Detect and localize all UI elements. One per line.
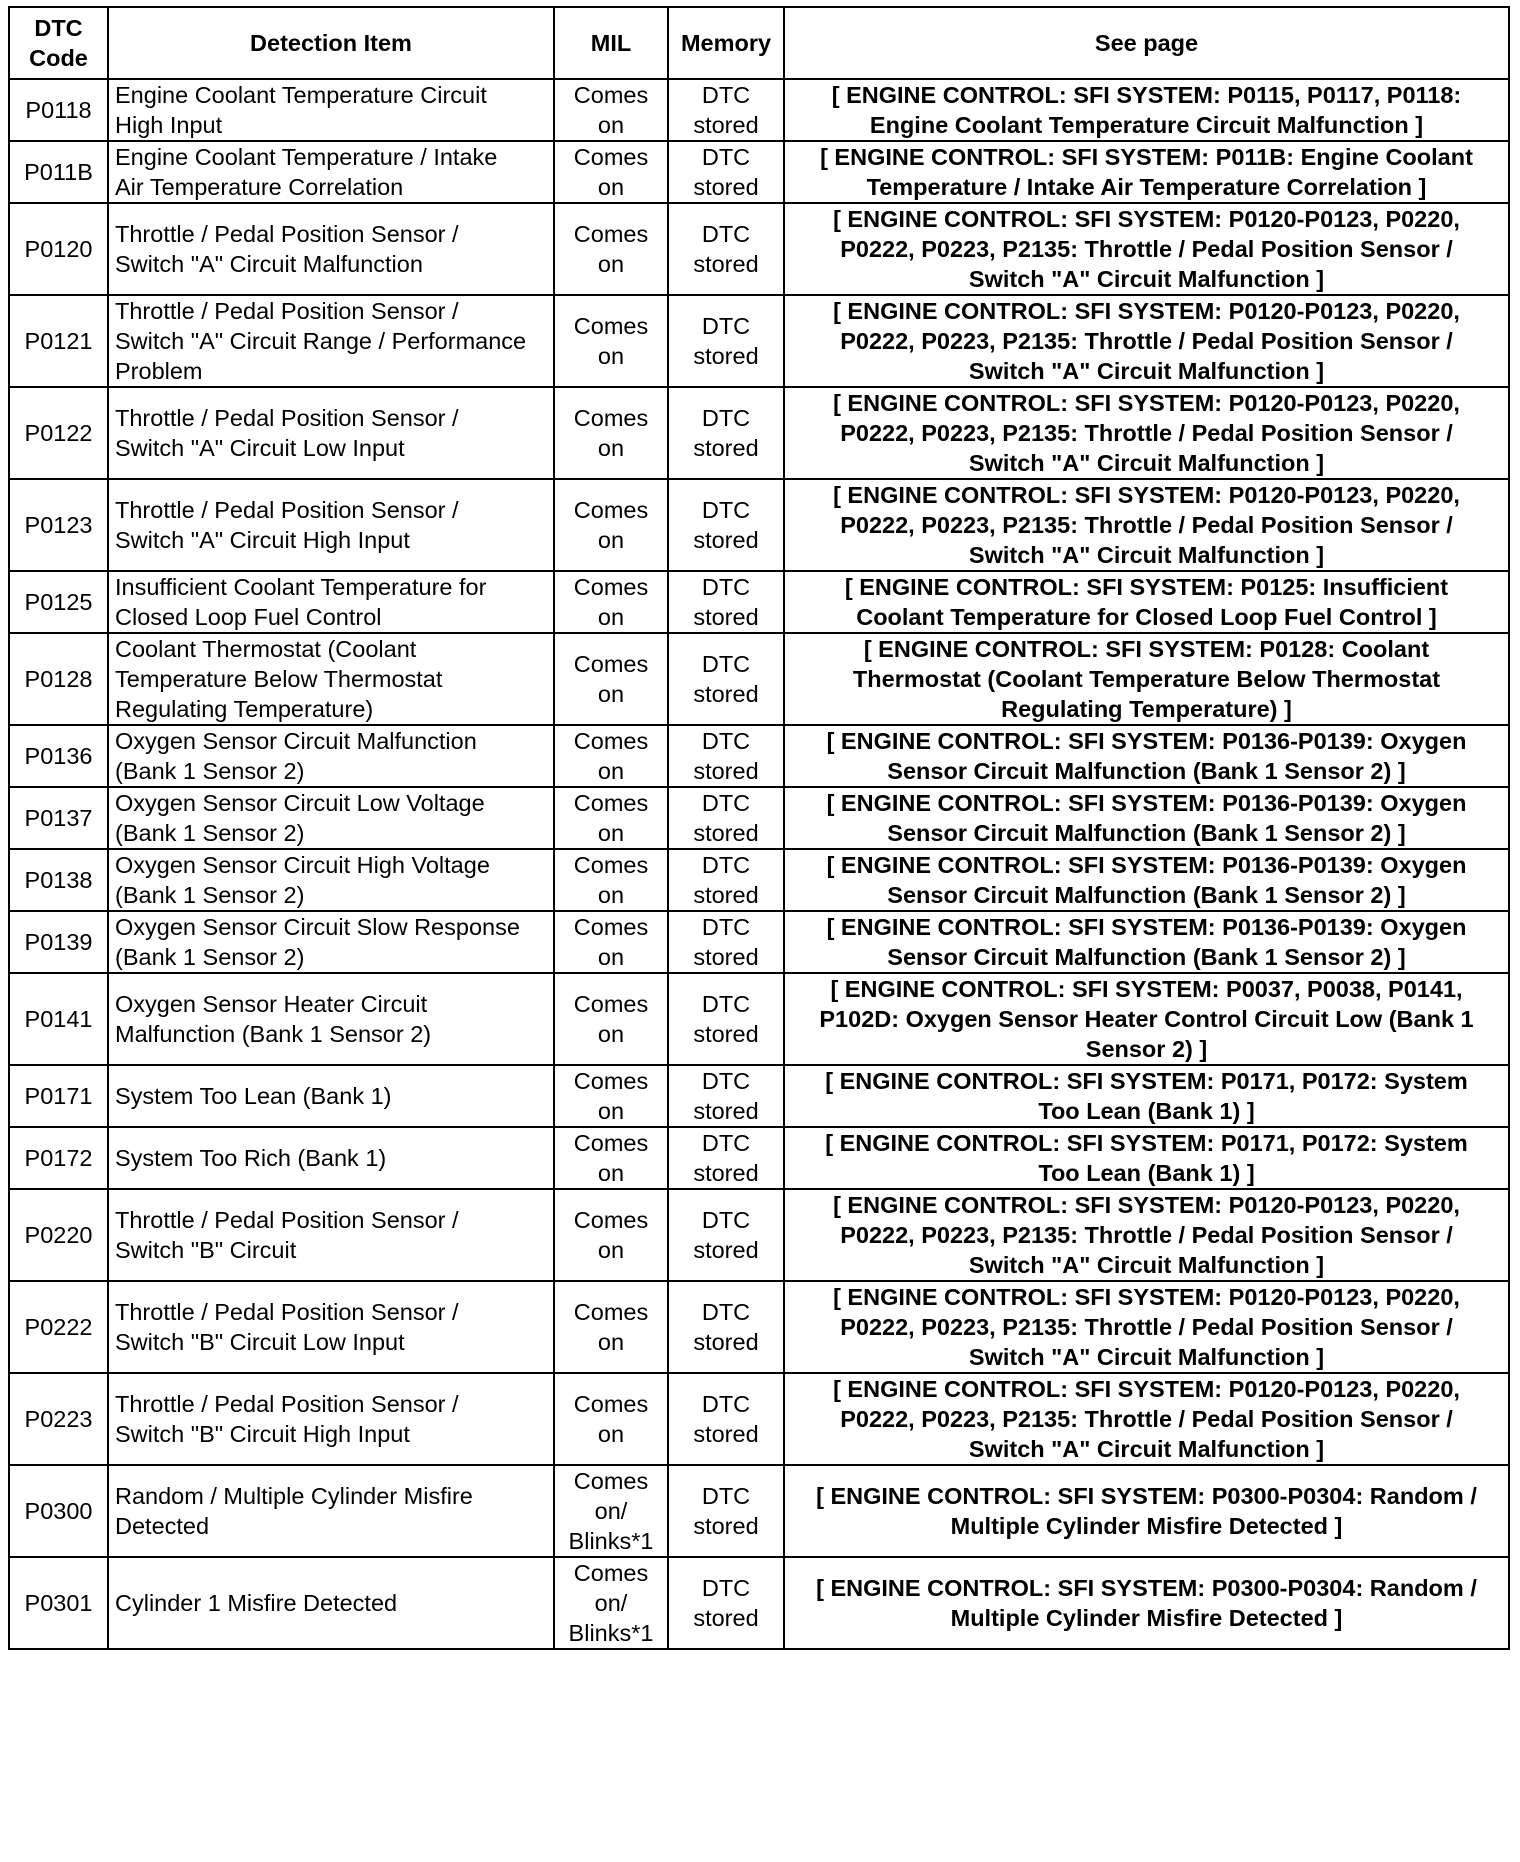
memory-cell-text: DTC stored bbox=[693, 1391, 759, 1447]
memory-cell-text: DTC stored bbox=[693, 1068, 759, 1124]
detection-item-cell-text: Throttle / Pedal Position Sensor / Switch "A" Circuit Malfunction bbox=[115, 221, 459, 277]
detection-item-cell-text: Cylinder 1 Misfire Detected bbox=[115, 1590, 398, 1616]
detection-item-cell bbox=[108, 725, 554, 787]
mil-cell bbox=[554, 1465, 668, 1557]
dtc-code-cell-text: P0220 bbox=[24, 1222, 93, 1248]
table-row bbox=[9, 1127, 1509, 1189]
see-page-cell-text: [ ENGINE CONTROL: SFI SYSTEM: P0120-P0123, P0220, P0222, P0223, P2135: Throttle / Pedal Position Sensor / Switch "A" Circuit Malfunction ] bbox=[833, 1376, 1460, 1462]
see-page-cell bbox=[784, 387, 1509, 479]
mil-cell-text: Comes on bbox=[573, 914, 649, 970]
see-page-cell bbox=[784, 1127, 1509, 1189]
table-row bbox=[9, 1557, 1509, 1649]
dtc-code-cell-text: P0128 bbox=[24, 666, 93, 692]
detection-item-cell bbox=[108, 479, 554, 571]
header-mil: MIL bbox=[554, 7, 668, 79]
dtc-code-cell bbox=[9, 849, 108, 911]
detection-item-cell-text: Throttle / Pedal Position Sensor / Switch "B" Circuit Low Input bbox=[115, 1299, 459, 1355]
memory-cell bbox=[668, 1281, 784, 1373]
detection-item-cell bbox=[108, 1557, 554, 1649]
mil-cell bbox=[554, 1065, 668, 1127]
memory-cell bbox=[668, 849, 784, 911]
see-page-cell bbox=[784, 1557, 1509, 1649]
table-row bbox=[9, 1281, 1509, 1373]
dtc-code-cell-text: P0223 bbox=[24, 1406, 93, 1432]
detection-item-cell-text: Oxygen Sensor Circuit Slow Response (Bank 1 Sensor 2) bbox=[115, 914, 520, 970]
see-page-cell bbox=[784, 633, 1509, 725]
dtc-code-cell-text: P0123 bbox=[24, 512, 93, 538]
dtc-code-cell-text: P0125 bbox=[24, 589, 93, 615]
dtc-code-cell bbox=[9, 633, 108, 725]
table-row bbox=[9, 1465, 1509, 1557]
see-page-cell-text: [ ENGINE CONTROL: SFI SYSTEM: P0171, P0172: System Too Lean (Bank 1) ] bbox=[825, 1068, 1468, 1124]
table-row bbox=[9, 387, 1509, 479]
memory-cell bbox=[668, 911, 784, 973]
memory-cell-text: DTC stored bbox=[693, 1299, 759, 1355]
mil-cell-text: Comes on bbox=[573, 991, 649, 1047]
detection-item-cell-text: Throttle / Pedal Position Sensor / Switch "B" Circuit High Input bbox=[115, 1391, 459, 1447]
dtc-code-cell bbox=[9, 479, 108, 571]
mil-cell bbox=[554, 725, 668, 787]
see-page-cell-text: [ ENGINE CONTROL: SFI SYSTEM: P0300-P0304: Random / Multiple Cylinder Misfire Detected ] bbox=[816, 1575, 1477, 1631]
see-page-cell-text: [ ENGINE CONTROL: SFI SYSTEM: P0136-P0139: Oxygen Sensor Circuit Malfunction (Bank 1 Sensor 2) ] bbox=[826, 852, 1467, 908]
see-page-cell-text: [ ENGINE CONTROL: SFI SYSTEM: P0136-P0139: Oxygen Sensor Circuit Malfunction (Bank 1 Sensor 2) ] bbox=[826, 790, 1467, 846]
mil-cell-text: Comes on bbox=[573, 728, 649, 784]
dtc-code-cell-text: P0139 bbox=[24, 929, 93, 955]
detection-item-cell bbox=[108, 1373, 554, 1465]
see-page-cell bbox=[784, 479, 1509, 571]
dtc-code-cell-text: P0136 bbox=[24, 743, 93, 769]
mil-cell bbox=[554, 787, 668, 849]
table-row bbox=[9, 141, 1509, 203]
memory-cell-text: DTC stored bbox=[693, 574, 759, 630]
detection-item-cell-text: Throttle / Pedal Position Sensor / Switch "B" Circuit bbox=[115, 1207, 459, 1263]
table-row bbox=[9, 1189, 1509, 1281]
detection-item-cell bbox=[108, 1127, 554, 1189]
see-page-cell bbox=[784, 1281, 1509, 1373]
memory-cell-text: DTC stored bbox=[693, 914, 759, 970]
table-row bbox=[9, 479, 1509, 571]
dtc-code-cell bbox=[9, 1065, 108, 1127]
mil-cell bbox=[554, 479, 668, 571]
detection-item-cell-text: Insufficient Coolant Temperature for Closed Loop Fuel Control bbox=[115, 574, 487, 630]
dtc-code-cell-text: P0300 bbox=[24, 1498, 93, 1524]
detection-item-cell-text: Oxygen Sensor Circuit High Voltage (Bank 1 Sensor 2) bbox=[115, 852, 490, 908]
dtc-code-cell-text: P0138 bbox=[24, 867, 93, 893]
see-page-cell bbox=[784, 203, 1509, 295]
see-page-cell-text: [ ENGINE CONTROL: SFI SYSTEM: P0120-P0123, P0220, P0222, P0223, P2135: Throttle / Pedal Position Sensor / Switch "A" Circuit Malfunction ] bbox=[833, 482, 1460, 568]
mil-cell-text: Comes on bbox=[573, 82, 649, 138]
dtc-code-cell bbox=[9, 571, 108, 633]
memory-cell-text: DTC stored bbox=[693, 1130, 759, 1186]
see-page-cell-text: [ ENGINE CONTROL: SFI SYSTEM: P0128: Coolant Thermostat (Coolant Temperature Below Thermostat Regulating Temperature) ] bbox=[852, 636, 1441, 722]
detection-item-cell-text: Engine Coolant Temperature / Intake Air Temperature Correlation bbox=[115, 144, 498, 200]
mil-cell-text: Comes on bbox=[573, 1130, 649, 1186]
dtc-code-cell bbox=[9, 1557, 108, 1649]
detection-item-cell bbox=[108, 1065, 554, 1127]
mil-cell-text: Comes on bbox=[573, 144, 649, 200]
memory-cell-text: DTC stored bbox=[693, 790, 759, 846]
mil-cell-text: Comes on bbox=[573, 497, 649, 553]
see-page-cell bbox=[784, 79, 1509, 141]
dtc-code-cell bbox=[9, 973, 108, 1065]
memory-cell-text: DTC stored bbox=[693, 497, 759, 553]
detection-item-cell bbox=[108, 1189, 554, 1281]
mil-cell bbox=[554, 849, 668, 911]
memory-cell-text: DTC stored bbox=[693, 82, 759, 138]
mil-cell-text: Comes on bbox=[573, 574, 649, 630]
see-page-cell-text: [ ENGINE CONTROL: SFI SYSTEM: P0171, P0172: System Too Lean (Bank 1) ] bbox=[825, 1130, 1468, 1186]
dtc-code-cell bbox=[9, 203, 108, 295]
table-row bbox=[9, 295, 1509, 387]
detection-item-cell-text: Coolant Thermostat (Coolant Temperature Below Thermostat Regulating Temperature) bbox=[115, 636, 443, 722]
mil-cell-text: Comes on bbox=[573, 313, 649, 369]
mil-cell bbox=[554, 141, 668, 203]
detection-item-cell bbox=[108, 141, 554, 203]
detection-item-cell-text: Random / Multiple Cylinder Misfire Detected bbox=[115, 1483, 473, 1539]
mil-cell bbox=[554, 1127, 668, 1189]
detection-item-cell bbox=[108, 1281, 554, 1373]
detection-item-cell-text: Oxygen Sensor Heater Circuit Malfunction (Bank 1 Sensor 2) bbox=[115, 991, 432, 1047]
see-page-cell bbox=[784, 141, 1509, 203]
see-page-cell-text: [ ENGINE CONTROL: SFI SYSTEM: P011B: Engine Coolant Temperature / Intake Air Temperature Correlation ] bbox=[820, 144, 1473, 200]
dtc-code-cell-text: P0120 bbox=[24, 236, 93, 262]
see-page-cell-text: [ ENGINE CONTROL: SFI SYSTEM: P0120-P0123, P0220, P0222, P0223, P2135: Throttle / Pedal Position Sensor / Switch "A" Circuit Malfunction ] bbox=[833, 298, 1460, 384]
dtc-code-cell bbox=[9, 787, 108, 849]
dtc-code-cell-text: P0137 bbox=[24, 805, 93, 831]
memory-cell bbox=[668, 1465, 784, 1557]
table-row bbox=[9, 633, 1509, 725]
mil-cell-text: Comes on bbox=[573, 790, 649, 846]
table-row bbox=[9, 203, 1509, 295]
table-row bbox=[9, 1065, 1509, 1127]
dtc-table bbox=[8, 6, 1510, 1650]
header-dtc-code: DTC Code bbox=[9, 7, 108, 79]
mil-cell bbox=[554, 387, 668, 479]
see-page-cell-text: [ ENGINE CONTROL: SFI SYSTEM: P0136-P0139: Oxygen Sensor Circuit Malfunction (Bank 1 Sensor 2) ] bbox=[826, 728, 1467, 784]
see-page-cell-text: [ ENGINE CONTROL: SFI SYSTEM: P0120-P0123, P0220, P0222, P0223, P2135: Throttle / Pedal Position Sensor / Switch "A" Circuit Malfunction ] bbox=[833, 1284, 1460, 1370]
memory-cell-text: DTC stored bbox=[693, 221, 759, 277]
see-page-cell-text: [ ENGINE CONTROL: SFI SYSTEM: P0125: Insufficient Coolant Temperature for Closed Loop Fuel Control ] bbox=[844, 574, 1449, 630]
header-memory: Memory bbox=[668, 7, 784, 79]
mil-cell bbox=[554, 295, 668, 387]
memory-cell bbox=[668, 1557, 784, 1649]
memory-cell bbox=[668, 1189, 784, 1281]
see-page-cell bbox=[784, 849, 1509, 911]
dtc-code-cell-text: P0122 bbox=[24, 420, 93, 446]
detection-item-cell bbox=[108, 849, 554, 911]
mil-cell-text: Comes on bbox=[573, 221, 649, 277]
detection-item-cell bbox=[108, 787, 554, 849]
see-page-cell bbox=[784, 295, 1509, 387]
mil-cell-text: Comes on bbox=[573, 651, 649, 707]
memory-cell-text: DTC stored bbox=[693, 1483, 759, 1539]
dtc-code-cell-text: P0121 bbox=[24, 328, 93, 354]
see-page-cell-text: [ ENGINE CONTROL: SFI SYSTEM: P0120-P0123, P0220, P0222, P0223, P2135: Throttle / Pedal Position Sensor / Switch "A" Circuit Malfunction ] bbox=[833, 1192, 1460, 1278]
see-page-cell bbox=[784, 1189, 1509, 1281]
dtc-code-cell bbox=[9, 1373, 108, 1465]
mil-cell bbox=[554, 633, 668, 725]
table-body bbox=[9, 79, 1509, 1649]
memory-cell bbox=[668, 203, 784, 295]
memory-cell-text: DTC stored bbox=[693, 852, 759, 908]
detection-item-cell bbox=[108, 79, 554, 141]
memory-cell-text: DTC stored bbox=[693, 651, 759, 707]
memory-cell bbox=[668, 787, 784, 849]
memory-cell-text: DTC stored bbox=[693, 405, 759, 461]
mil-cell bbox=[554, 571, 668, 633]
dtc-code-cell-text: P0171 bbox=[24, 1083, 93, 1109]
dtc-code-cell bbox=[9, 1127, 108, 1189]
detection-item-cell-text: Throttle / Pedal Position Sensor / Switch "A" Circuit Range / Performance Problem bbox=[115, 298, 527, 384]
table-row bbox=[9, 787, 1509, 849]
mil-cell-text: Comes on bbox=[573, 1391, 649, 1447]
see-page-cell-text: [ ENGINE CONTROL: SFI SYSTEM: P0300-P0304: Random / Multiple Cylinder Misfire Detected ] bbox=[816, 1483, 1477, 1539]
dtc-code-cell-text: P0172 bbox=[24, 1145, 93, 1171]
detection-item-cell-text: System Too Lean (Bank 1) bbox=[115, 1083, 392, 1109]
dtc-code-cell bbox=[9, 1281, 108, 1373]
detection-item-cell-text: Oxygen Sensor Circuit Malfunction (Bank 1 Sensor 2) bbox=[115, 728, 477, 784]
memory-cell bbox=[668, 633, 784, 725]
detection-item-cell bbox=[108, 571, 554, 633]
detection-item-cell-text: Engine Coolant Temperature Circuit High Input bbox=[115, 82, 487, 138]
memory-cell-text: DTC stored bbox=[693, 728, 759, 784]
table-header bbox=[9, 7, 1509, 79]
memory-cell bbox=[668, 973, 784, 1065]
detection-item-cell-text: System Too Rich (Bank 1) bbox=[115, 1145, 387, 1171]
mil-cell-text: Comes on bbox=[573, 1299, 649, 1355]
see-page-cell-text: [ ENGINE CONTROL: SFI SYSTEM: P0115, P0117, P0118: Engine Coolant Temperature Circuit Malfunction ] bbox=[831, 82, 1462, 138]
dtc-code-cell-text: P0118 bbox=[25, 97, 92, 123]
see-page-cell-text: [ ENGINE CONTROL: SFI SYSTEM: P0120-P0123, P0220, P0222, P0223, P2135: Throttle / Pedal Position Sensor / Switch "A" Circuit Malfunction ] bbox=[833, 206, 1460, 292]
memory-cell bbox=[668, 295, 784, 387]
memory-cell bbox=[668, 1065, 784, 1127]
table-row bbox=[9, 725, 1509, 787]
mil-cell bbox=[554, 1189, 668, 1281]
header-row bbox=[9, 7, 1509, 79]
mil-cell-text: Comes on bbox=[573, 1207, 649, 1263]
memory-cell bbox=[668, 1127, 784, 1189]
header-detection-item: Detection Item bbox=[108, 7, 554, 79]
table-row bbox=[9, 911, 1509, 973]
dtc-code-cell-text: P011B bbox=[24, 159, 93, 185]
mil-cell bbox=[554, 1281, 668, 1373]
detection-item-cell bbox=[108, 295, 554, 387]
table-row bbox=[9, 79, 1509, 141]
dtc-code-cell bbox=[9, 1465, 108, 1557]
detection-item-cell bbox=[108, 387, 554, 479]
see-page-cell-text: [ ENGINE CONTROL: SFI SYSTEM: P0037, P0038, P0141, P102D: Oxygen Sensor Heater Control Circuit Low (Bank 1 Sensor 2) ] bbox=[819, 976, 1474, 1062]
table-row bbox=[9, 1373, 1509, 1465]
detection-item-cell bbox=[108, 973, 554, 1065]
see-page-cell-text: [ ENGINE CONTROL: SFI SYSTEM: P0120-P0123, P0220, P0222, P0223, P2135: Throttle / Pedal Position Sensor / Switch "A" Circuit Malfunction ] bbox=[833, 390, 1460, 476]
mil-cell-text: Comes on bbox=[573, 852, 649, 908]
mil-cell bbox=[554, 1373, 668, 1465]
memory-cell bbox=[668, 725, 784, 787]
mil-cell bbox=[554, 203, 668, 295]
dtc-code-cell bbox=[9, 1189, 108, 1281]
memory-cell bbox=[668, 571, 784, 633]
memory-cell-text: DTC stored bbox=[693, 1575, 759, 1631]
detection-item-cell-text: Oxygen Sensor Circuit Low Voltage (Bank 1 Sensor 2) bbox=[115, 790, 485, 846]
dtc-code-cell bbox=[9, 725, 108, 787]
see-page-cell bbox=[784, 787, 1509, 849]
mil-cell-text: Comes on/ Blinks*1 bbox=[568, 1560, 654, 1646]
memory-cell bbox=[668, 141, 784, 203]
detection-item-cell bbox=[108, 911, 554, 973]
see-page-cell bbox=[784, 973, 1509, 1065]
dtc-code-cell-text: P0222 bbox=[24, 1314, 93, 1340]
see-page-cell bbox=[784, 1373, 1509, 1465]
mil-cell-text: Comes on bbox=[573, 1068, 649, 1124]
see-page-cell bbox=[784, 1065, 1509, 1127]
dtc-code-cell-text: P0141 bbox=[24, 1006, 93, 1032]
dtc-code-cell bbox=[9, 387, 108, 479]
see-page-cell bbox=[784, 911, 1509, 973]
detection-item-cell-text: Throttle / Pedal Position Sensor / Switch "A" Circuit Low Input bbox=[115, 405, 459, 461]
table-row bbox=[9, 973, 1509, 1065]
dtc-code-cell-text: P0301 bbox=[24, 1590, 93, 1616]
detection-item-cell bbox=[108, 633, 554, 725]
mil-cell-text: Comes on bbox=[573, 405, 649, 461]
see-page-cell bbox=[784, 571, 1509, 633]
memory-cell-text: DTC stored bbox=[693, 1207, 759, 1263]
memory-cell bbox=[668, 387, 784, 479]
mil-cell-text: Comes on/ Blinks*1 bbox=[568, 1468, 654, 1554]
see-page-cell bbox=[784, 1465, 1509, 1557]
mil-cell bbox=[554, 79, 668, 141]
memory-cell bbox=[668, 479, 784, 571]
detection-item-cell bbox=[108, 203, 554, 295]
see-page-cell bbox=[784, 725, 1509, 787]
mil-cell bbox=[554, 911, 668, 973]
mil-cell bbox=[554, 973, 668, 1065]
dtc-code-cell bbox=[9, 141, 108, 203]
detection-item-cell-text: Throttle / Pedal Position Sensor / Switch "A" Circuit High Input bbox=[115, 497, 459, 553]
memory-cell bbox=[668, 1373, 784, 1465]
see-page-cell-text: [ ENGINE CONTROL: SFI SYSTEM: P0136-P0139: Oxygen Sensor Circuit Malfunction (Bank 1 Sensor 2) ] bbox=[826, 914, 1467, 970]
header-see-page: See page bbox=[784, 7, 1509, 79]
table-row bbox=[9, 849, 1509, 911]
memory-cell-text: DTC stored bbox=[693, 991, 759, 1047]
detection-item-cell bbox=[108, 1465, 554, 1557]
dtc-code-cell bbox=[9, 295, 108, 387]
memory-cell-text: DTC stored bbox=[693, 144, 759, 200]
mil-cell bbox=[554, 1557, 668, 1649]
table-row bbox=[9, 571, 1509, 633]
dtc-code-cell bbox=[9, 79, 108, 141]
memory-cell bbox=[668, 79, 784, 141]
dtc-code-cell bbox=[9, 911, 108, 973]
memory-cell-text: DTC stored bbox=[693, 313, 759, 369]
